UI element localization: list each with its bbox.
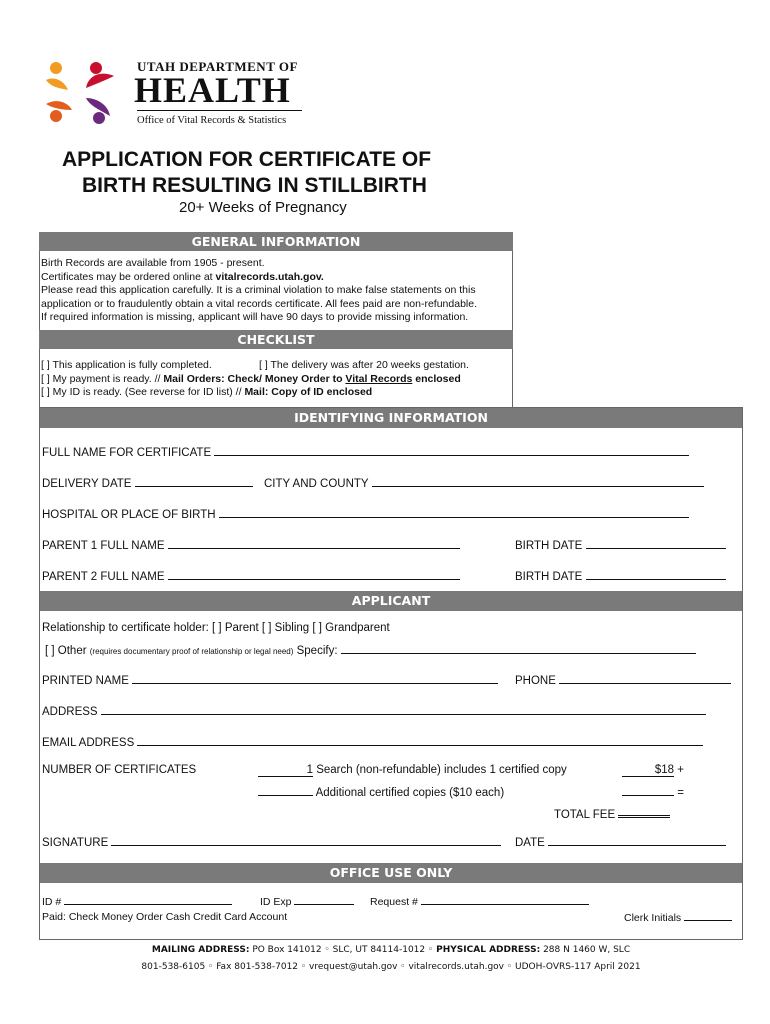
office-paid-options: Paid: Check Money Order Cash Credit Card Account (42, 911, 288, 923)
footer-address-line: MAILING ADDRESS: PO Box 141012 ◦ SLC, UT 84114-1012 ◦ PHYSICAL ADDRESS: 288 N 1460 W, SLC (151, 945, 631, 955)
total-fee-field[interactable]: TOTAL FEE (554, 805, 670, 821)
email-field[interactable]: EMAIL ADDRESS (42, 734, 703, 749)
parent2-birth-date-field[interactable]: BIRTH DATE (515, 568, 726, 583)
general-info-header: GENERAL INFORMATION (39, 232, 513, 251)
general-line-3: Please read this application carefully. It is a criminal violation to make false statements on this (41, 284, 476, 296)
additional-fee-field[interactable]: = (622, 784, 684, 799)
page-title-line2: BIRTH RESULTING IN STILLBIRTH (82, 174, 427, 197)
footer-contact-line: 801-538-6105 ◦ Fax 801-538-7012 ◦ vrequest@utah.gov ◦ vitalrecords.utah.gov ◦ UDOH-OVRS-117 April 2021 (141, 962, 641, 972)
page-title-line1: APPLICATION FOR CERTIFICATE OF (62, 148, 432, 171)
office-use-header: OFFICE USE ONLY (40, 863, 742, 883)
number-of-certificates-label: NUMBER OF CERTIFICATES (42, 764, 197, 776)
hospital-field[interactable]: HOSPITAL OR PLACE OF BIRTH (42, 506, 689, 521)
org-name-main: HEALTH (134, 70, 291, 110)
checklist-item-id[interactable]: [ ] My ID is ready. (See reverse for ID list) // Mail: Copy of ID enclosed (41, 386, 373, 398)
page-subtitle: 20+ Weeks of Pregnancy (179, 199, 347, 216)
identifying-info-header: IDENTIFYING INFORMATION (40, 408, 742, 428)
org-rule (137, 110, 302, 111)
relationship-other-field[interactable]: [ ] Other (requires documentary proof of relationship or legal need) Specify: (45, 642, 696, 657)
office-id-exp-field: ID Exp (260, 895, 354, 908)
city-county-field[interactable]: CITY AND COUNTY (264, 475, 704, 490)
general-line-2: Certificates may be ordered online at vitalrecords.utah.gov. (41, 270, 324, 283)
printed-name-field[interactable]: PRINTED NAME (42, 672, 498, 687)
general-line-5: If required information is missing, applicant will have 90 days to provide missing information. (41, 311, 469, 323)
relationship-options[interactable]: Relationship to certificate holder: [ ] Parent [ ] Sibling [ ] Grandparent (42, 622, 390, 634)
address-field[interactable]: ADDRESS (42, 703, 706, 718)
health-logo-icon (44, 58, 126, 130)
full-name-field[interactable]: FULL NAME FOR CERTIFICATE (42, 444, 689, 459)
search-fee-value: $18 + (622, 764, 684, 777)
parent2-name-field[interactable]: PARENT 2 FULL NAME (42, 568, 460, 583)
additional-copies-field[interactable]: Additional certified copies ($10 each) (258, 784, 504, 799)
search-quantity-field[interactable]: 1 Search (non-refundable) includes 1 certified copy (258, 764, 567, 777)
phone-field[interactable]: PHONE (515, 672, 731, 687)
org-subname: Office of Vital Records & Statistics (137, 115, 287, 126)
checklist-item-payment[interactable]: [ ] My payment is ready. // Mail Orders: Check/ Money Order to Vital Records enclosed (41, 373, 461, 385)
general-line-1: Birth Records are available from 1905 - present. (41, 257, 265, 269)
applicant-header: APPLICANT (40, 591, 742, 611)
general-line-4: application or to fraudulently obtain a vital records certificate. All fees paid are non-refundable. (41, 297, 478, 310)
online-link[interactable]: vitalrecords.utah.gov. (215, 270, 324, 283)
signature-date-field[interactable]: DATE (515, 834, 726, 849)
checklist-item-complete[interactable]: [ ] This application is fully completed. (41, 359, 212, 371)
delivery-date-field[interactable]: DELIVERY DATE (42, 475, 253, 490)
parent1-birth-date-field[interactable]: BIRTH DATE (515, 537, 726, 552)
office-clerk-initials-field: Clerk Initials (624, 911, 732, 924)
org-name-top: UTAH DEPARTMENT OF (137, 59, 298, 74)
office-request-field: Request # (370, 895, 589, 908)
checklist-item-gestation[interactable]: [ ] The delivery was after 20 weeks gestation. (259, 359, 469, 371)
office-id-field: ID # (42, 895, 232, 908)
parent1-name-field[interactable]: PARENT 1 FULL NAME (42, 537, 460, 552)
general-info-text (41, 257, 511, 325)
signature-field[interactable]: SIGNATURE (42, 834, 501, 849)
checklist-header: CHECKLIST (39, 330, 513, 349)
